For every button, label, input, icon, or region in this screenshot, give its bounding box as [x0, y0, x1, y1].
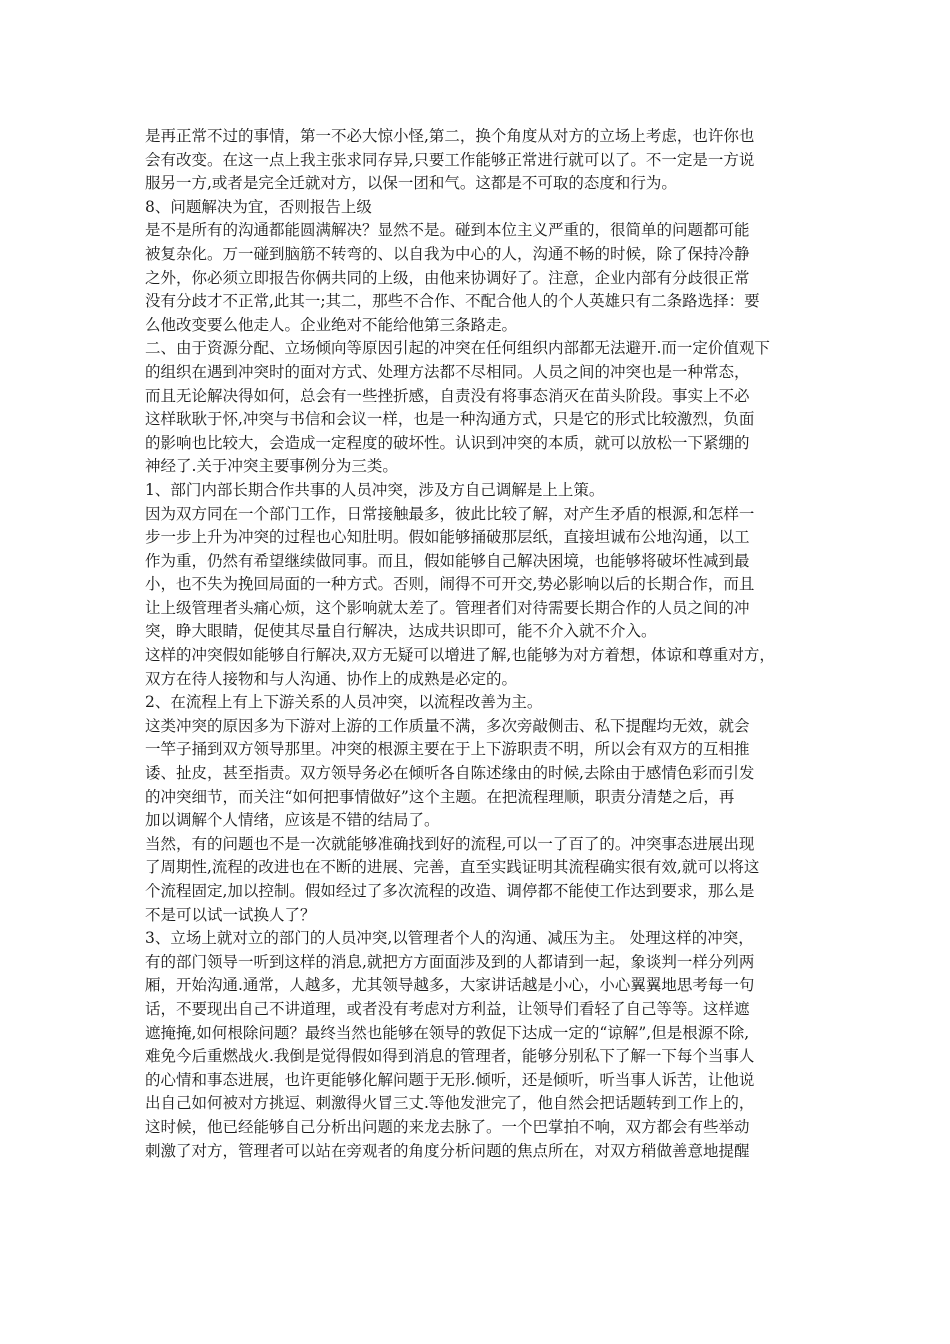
text-line: 被复杂化。万一碰到脑筋不转弯的、以自我为中心的人，沟通不畅的时候，除了保持冷静 [145, 244, 750, 263]
text-line: 的影响也比较大，会造成一定程度的破坏性。认识到冲突的本质，就可以放松一下紧绷的 [145, 433, 750, 452]
text-line: 么他改变要么他走人。企业绝对不能给他第三条路走。 [145, 315, 518, 334]
text-line: 而且无论解决得如何，总会有一些挫折感，自责没有将事态消灭在苗头阶段。事实上不必 [145, 386, 750, 405]
text-line: 突，睁大眼睛，促使其尽量自行解决，达成共识即可，能不介入就不介入。 [145, 622, 657, 641]
text-line: 3、立场上就对立的部门的人员冲突,以管理者个人的沟通、减压为主。 处理这样的冲突， [145, 929, 754, 948]
text-line: 二、由于资源分配、立场倾向等原因引起的冲突在任何组织内部都无法避开.而一定价值观下 [145, 339, 770, 358]
text-line: 当然，有的问题也不是一次就能够准确找到好的流程,可以一了百了的。冲突事态进展出现 [145, 834, 755, 853]
text-line: 之外，你必须立即报告你俩共同的上级，由他来协调好了。注意，企业内部有分歧很正常 [145, 268, 750, 287]
text-line: 服另一方,或者是完全迁就对方，以保一团和气。这都是不可取的态度和行为。 [145, 174, 677, 193]
text-line: 的心情和事态进展，也许更能够化解问题于无形.倾听，还是倾听，听当事人诉苦，让他说 [145, 1070, 755, 1089]
text-line: 个流程固定,加以控制。假如经过了多次流程的改造、调停都不能使工作达到要求，那么是 [145, 882, 755, 900]
text-line: 厢，开始沟通.通常，人越多，尤其领导越多，大家讲话越是小心，小心翼翼地思考每一句 [145, 976, 755, 995]
text-line: 出自己如何被对方挑逗、刺激得火冒三丈.等他发泄完了，他自然会把话题转到工作上的， [145, 1094, 755, 1113]
text-line: 双方在待人接物和与人沟通、协作上的成熟是必定的。 [145, 669, 518, 688]
text-line: 会有改变。在这一点上我主张求同存异,只要工作能够正常进行就可以了。不一定是一方说 [145, 150, 755, 169]
text-line: 神经了.关于冲突主要事例分为三类。 [145, 457, 398, 476]
text-line: 小，也不失为挽回局面的一种方式。否则，闹得不可开交,势必影响以后的长期合作，而且 [145, 575, 755, 594]
text-line: 2、在流程上有上下游关系的人员冲突，以流程改善为主。 [145, 693, 543, 712]
text-line: 加以调解个人情绪，应该是不错的结局了。 [145, 811, 440, 830]
text-line: 刺激了对方，管理者可以站在旁观者的角度分析问题的焦点所在，对双方稍做善意地提醒 [145, 1141, 750, 1160]
text-line: 是不是所有的沟通都能圆满解决？显然不是。碰到本位主义严重的，很简单的问题都可能 [145, 221, 750, 240]
text-line: 这时候，他已经能够自己分析出问题的来龙去脉了。一个巴掌拍不响，双方都会有些举动 [145, 1117, 750, 1136]
text-line: 让上级管理者头痛心烦，这个影响就太差了。管理者们对待需要长期合作的人员之间的冲 [145, 598, 750, 617]
text-line: 是再正常不过的事情，第一不必大惊小怪,第二，换个角度从对方的立场上考虑，也许你也 [145, 127, 755, 145]
text-line: 的冲突细节，而关注“如何把事情做好”这个主题。在把流程理顺，职责分清楚之后，再 [145, 787, 735, 806]
text-line: 因为双方同在一个部门工作，日常接触最多，彼此比较了解，对产生矛盾的根源,和怎样一 [145, 504, 755, 523]
text-line: 的组织在遇到冲突时的面对方式、处理方法都不尽相同。人员之间的冲突也是一种常态， [145, 362, 750, 381]
text-line: 有的部门领导一听到这样的消息,就把方方面面涉及到的人都请到一起，象谈判一样分列两 [145, 952, 755, 971]
text-line: 这类冲突的原因多为下游对上游的工作质量不满，多次旁敲侧击、私下提醒均无效，就会 [145, 716, 750, 735]
text-line: 诿、扯皮，甚至指责。双方领导务必在倾听各自陈述缘由的时候,去除由于感情色彩而引发 [145, 764, 755, 783]
text-line: 话，不要现出自己不讲道理，或者没有考虑对方利益，让领导们看轻了自己等等。这样遮 [145, 999, 750, 1018]
text-line: 没有分歧才不正常,此其一;其二，那些不合作、不配合他人的个人英雄只有二条路选择：要 [145, 292, 760, 311]
text-line: 这样耿耿于怀,冲突与书信和会议一样，也是一种沟通方式，只是它的形式比较激烈，负面 [145, 410, 755, 429]
text-line: 一竿子捅到双方领导那里。冲突的根源主要在于上下游职责不明，所以会有双方的互相推 [145, 740, 750, 759]
text-line: 不是可以试一试换人了？ [145, 905, 316, 924]
text-line: 8、问题解决为宜，否则报告上级 [145, 197, 372, 216]
text-line: 步一步上升为冲突的过程也心知肚明。假如能够捅破那层纸，直接坦诚布公地沟通，以工 [145, 528, 750, 547]
text-line: 1、部门内部长期合作共事的人员冲突，涉及方自己调解是上上策。 [145, 480, 605, 499]
document-body [145, 125, 821, 1163]
text-line: 作为重，仍然有希望继续做同事。而且，假如能够自己解决困境，也能够将破坏性减到最 [145, 551, 750, 570]
text-line: 这样的冲突假如能够自行解决,双方无疑可以增进了解,也能够为对方着想，体谅和尊重对方， [145, 646, 775, 665]
text-line: 了周期性,流程的改进也在不断的进展、完善，直至实践证明其流程确实很有效,就可以将这 [145, 858, 760, 877]
text-line: 遮掩掩,如何根除问题？最终当然也能够在领导的敦促下达成一定的“谅解”,但是根源不除, [145, 1023, 750, 1042]
text-line: 难免今后重燃战火.我倒是觉得假如得到消息的管理者，能够分别私下了解一下每个当事人 [145, 1047, 755, 1066]
